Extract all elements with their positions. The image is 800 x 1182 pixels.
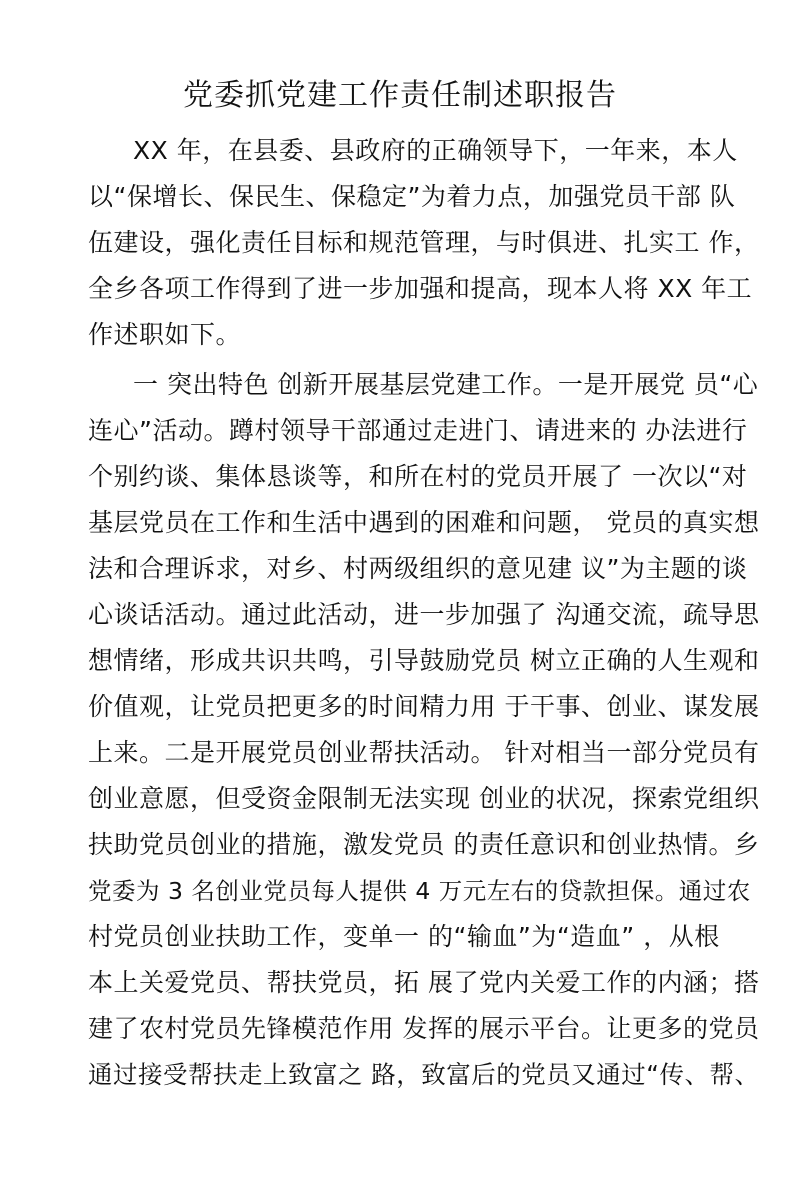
- paragraph-2-line-7: 想情绪，形成共识共鸣，引导鼓励党员 树立正确的人生观和: [88, 646, 760, 675]
- paragraph-1-line-1: XX 年，在县委、县政府的正确领导下，一年来，本人: [133, 136, 738, 165]
- paragraph-2-line-1: 一 突出特色 创新开展基层党建工作。一是开展党 员“心: [133, 370, 759, 399]
- paragraph-2-line-6: 心谈话活动。通过此活动，进一步加强了 沟通交流，疏导思: [88, 600, 760, 629]
- paragraph-2-line-13: 村党员创业扶助工作，变单一 的“输血”为“造血” ，从根: [88, 922, 720, 951]
- paragraph-2-line-15: 建了农村党员先锋模范作用 发挥的展示平台。让更多的党员: [88, 1014, 760, 1043]
- paragraph-2-line-10: 创业意愿，但受资金限制无法实现 创业的状况，探索党组织: [88, 784, 760, 813]
- paragraph-2-line-16: 通过接受帮扶走上致富之 路，致富后的党员又通过“传、帮、: [88, 1060, 760, 1089]
- paragraph-1-line-5: 作述职如下。: [88, 320, 242, 349]
- paragraph-2-line-14: 本上关爱党员、帮扶党员，拓 展了党内关爱工作的内涵；搭: [88, 968, 760, 997]
- paragraph-1-line-2: 以“保增长、保民生、保稳定”为着力点，加强党员干部 队: [88, 182, 736, 211]
- paragraph-2-line-8: 价值观，让党员把更多的时间精力用 于干事、创业、谋发展: [88, 692, 760, 721]
- paragraph-2-line-3: 个别约谈、集体恳谈等，和所在村的党员开展了 一次以“对: [88, 462, 748, 491]
- document-title: 党委抓党建工作责任制述职报告: [183, 78, 617, 113]
- paragraph-2-line-12: 党委为 3 名创业党员每人提供 4 万元左右的贷款担保。通过农: [88, 877, 751, 905]
- paragraph-1-line-4: 全乡各项工作得到了进一步加强和提高，现本人将 XX 年工: [88, 274, 753, 303]
- paragraph-2-line-4: 基层党员在工作和生活中遇到的困难和问题， 党员的真实想: [88, 508, 760, 537]
- paragraph-2-line-5: 法和合理诉求，对乡、村两级组织的意见建 议”为主题的谈: [88, 554, 748, 583]
- paragraph-2-line-11: 扶助党员创业的措施，激发党员 的责任意识和创业热情。乡: [88, 830, 760, 859]
- paragraph-2-line-2: 连心”活动。蹲村领导干部通过走进门、请进来的 办法进行: [88, 416, 748, 445]
- paragraph-2-line-9: 上来。二是开展党员创业帮扶活动。 针对相当一部分党员有: [88, 738, 760, 767]
- paragraph-1-line-3: 伍建设，强化责任目标和规范管理，与时俱进、扎实工 作，: [88, 228, 760, 257]
